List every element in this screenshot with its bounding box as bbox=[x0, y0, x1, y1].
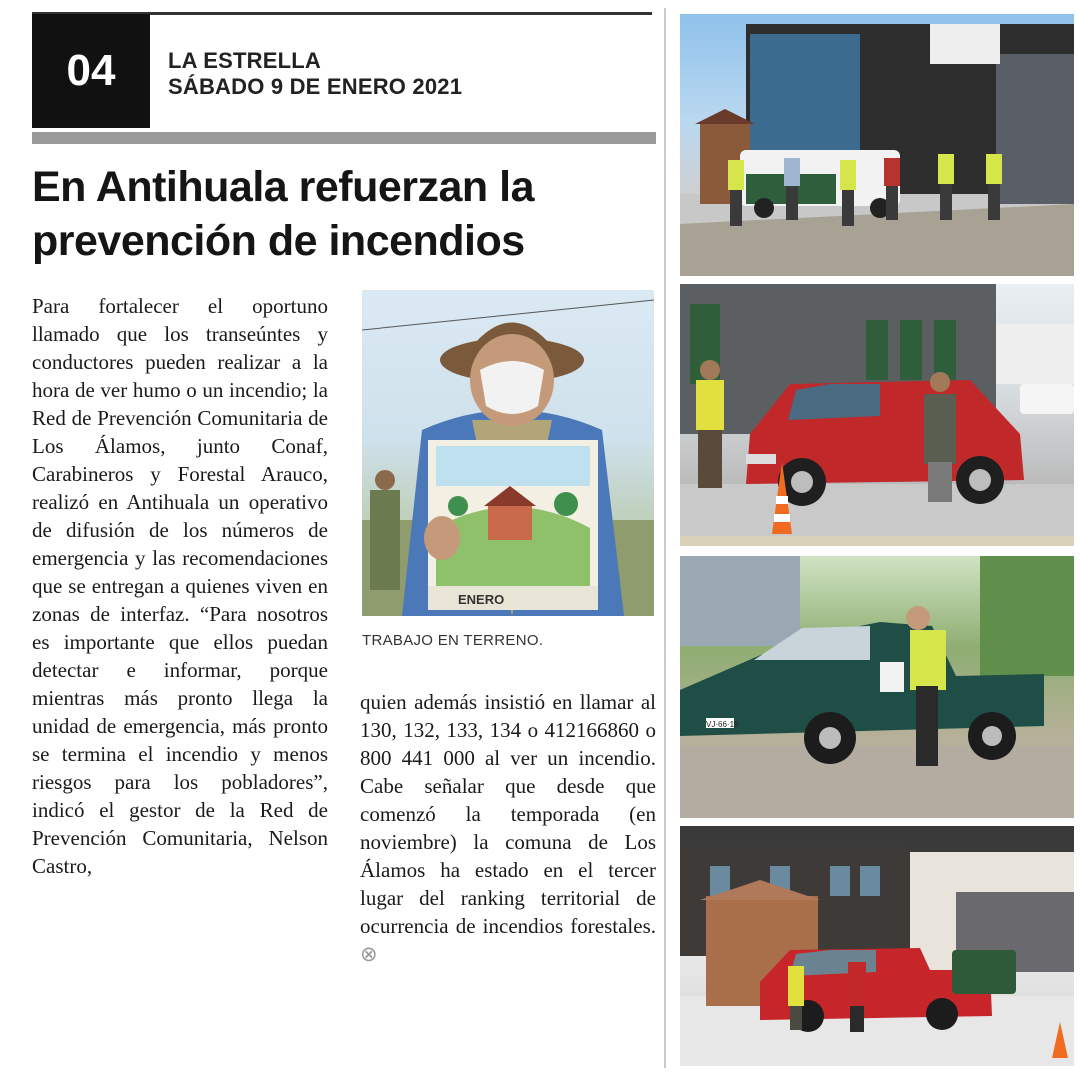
poster-month-label: ENERO bbox=[458, 592, 505, 607]
publication-name: LA ESTRELLA bbox=[168, 48, 321, 73]
masthead bbox=[168, 48, 462, 100]
headline-line-2: prevención de incendios bbox=[32, 217, 525, 265]
photo-green-pickup bbox=[680, 556, 1074, 818]
red-suv-illustration bbox=[680, 284, 1074, 546]
page-number: 04 bbox=[32, 14, 150, 128]
red-pickup-illustration bbox=[680, 826, 1074, 1066]
article-column-2 bbox=[360, 688, 656, 1048]
photo-building-team bbox=[680, 14, 1074, 276]
building-team-illustration bbox=[680, 14, 1074, 276]
photo-red-pickup bbox=[680, 826, 1074, 1066]
end-mark-icon: ⊗ bbox=[360, 942, 378, 966]
photo-red-suv bbox=[680, 284, 1074, 546]
photo-caption: TRABAJO EN TERRENO. bbox=[362, 632, 544, 649]
article-column-2-text: quien además insistió en llamar al 130, 132, 133, 134 o 412166860 o 800 441 000 al ver un incendio. Cabe señalar que desde que comenzó la temporada (en noviembre) la comuna de Los Álamos ha estado en el tercer lugar del ranking territorial de ocurrencia de incendios forestales. bbox=[360, 690, 656, 938]
headline bbox=[32, 160, 662, 268]
worker-with-poster-illustration bbox=[362, 290, 654, 616]
header-rule bbox=[32, 132, 656, 144]
headline-line-1: En Antihuala refuerzan la bbox=[32, 163, 535, 211]
article-column-1: Para fortalecer el oportuno llamado que los transeúntes y conductores pueden realizar a la hora de ver humo o un incendio; la Red de Prevención Comunitaria de Los Álamos, junto Conaf, Carabineros y Forestal Arauco, realizó en Antihuala un operativo de difusión de los números de emergencia y las recomendaciones que se entregan a quienes viven en zonas de interfaz. “Para nosotros es importante que ellos puedan detectar e informar, porque mientras más pronto llega la unidad de emergencia, más pronto se termina el incendio y menos riesgos para los pobladores”, indicó el gestor de la Red de Prevención Comunitaria, Nelson Castro, bbox=[32, 294, 328, 878]
green-pickup-illustration bbox=[680, 556, 1074, 818]
article-photo bbox=[362, 290, 654, 616]
license-plate: VJ·66·19 bbox=[706, 720, 739, 729]
publication-date: SÁBADO 9 DE ENERO 2021 bbox=[168, 74, 463, 99]
